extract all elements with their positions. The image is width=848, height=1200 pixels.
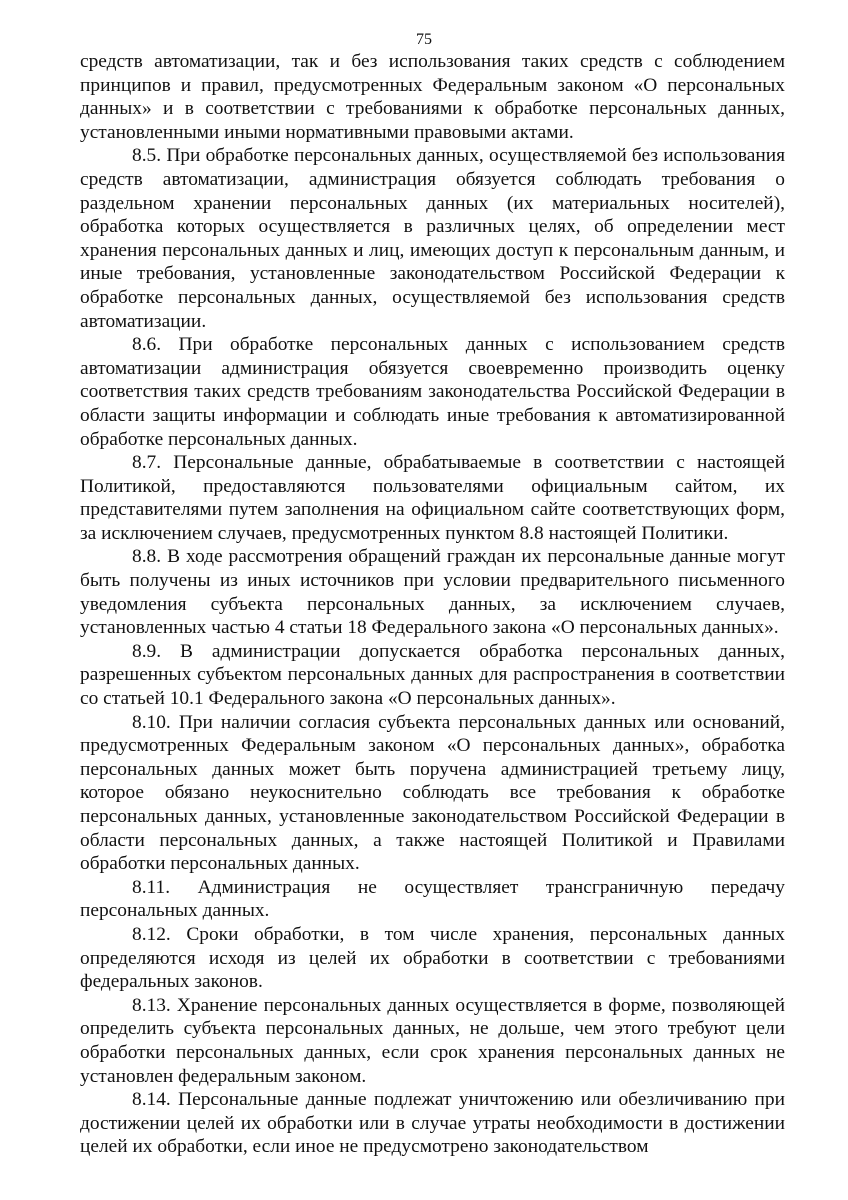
paragraph-number: 8.12. (132, 923, 171, 945)
paragraph-number: 8.11. (132, 876, 171, 898)
paragraph-number: 8.7. (132, 452, 162, 474)
paragraph-number: 8.8. (132, 546, 162, 568)
paragraph-number: 8.10. (132, 711, 171, 733)
paragraph-text: В администрации допускается обработка персональных данных, разрешенных субъектом персональных данных для распространения в соответствии со статьей 10.1 Федерального закона «О персональных данных». (80, 640, 785, 710)
paragraph-text: При обработке персональных данных, осуществляемой без использования средств автоматизации, администрация обязуется соблюдать требования о раздельном хранении персональных данных (их материальных носителей), обработка которых осуществляется в различных целях, об определении мест хранения персональных данных и лиц, имеющих доступ к персональным данным, и иные требования, установленные законодательством Российской Федерации к обработке персональных данных, осуществляемой без использования средств автоматизации. (80, 145, 785, 332)
paragraph-text: Персональные данные подлежат уничтожению или обезличиванию при достижении целей их обработки или в случае утраты необходимости в достижении целей их обработки, если иное не предусмотрено законодательством (80, 1089, 785, 1158)
document-body (80, 50, 785, 1159)
paragraph-8-13 (80, 994, 785, 1088)
paragraph-text: При обработке персональных данных с использованием средств автоматизации администрация обязуется своевременно производить оценку соответствия таких средств требованиям законодательства Российской Федерации в области защиты информации и соблюдать иные требования к автоматизированной обработке персональных данных. (80, 334, 785, 450)
paragraph-8-8 (80, 545, 785, 639)
paragraph-number: 8.5. (132, 145, 162, 167)
paragraph-8-6 (80, 333, 785, 451)
paragraph-8-14 (80, 1088, 785, 1159)
paragraph-8-10 (80, 711, 785, 876)
paragraph-text: Персональные данные, обрабатываемые в соответствии с настоящей Политикой, предоставляются пользователями официальным сайтом, их представителями путем заполнения на официальном сайте соответствующих форм, за исключением случаев, предусмотренных пунктом 8.8 настоящей Политики. (80, 452, 785, 544)
paragraph-number: 8.14. (132, 1089, 171, 1111)
paragraph-text: Хранение персональных данных осуществляется в форме, позволяющей определить субъекта персональных данных, не дольше, чем этого требуют цели обработки персональных данных, если срок хранения персональных данных не установлен федеральным законом. (80, 994, 785, 1087)
paragraph-number: 8.6. (132, 334, 162, 356)
paragraph-8-5 (80, 144, 785, 333)
paragraph-8-9 (80, 640, 785, 711)
paragraph-8-7 (80, 451, 785, 545)
paragraph-text: Сроки обработки, в том числе хранения, персональных данных определяются исходя из целей их обработки в соответствии с требованиями федеральных законов. (80, 923, 785, 993)
paragraph-number: 8.13. (132, 994, 171, 1016)
paragraph-text: Администрация не осуществляет трансграничную передачу персональных данных. (80, 876, 785, 922)
paragraph-text: средств автоматизации, так и без использования таких средств с соблюдением принципов и правил, предусмотренных Федеральным законом «О персональных данных» и в соответствии с требованиями к обработке персональных данных, установленными иными нормативными правовыми актами. (80, 51, 785, 143)
paragraph-number: 8.9. (132, 640, 162, 662)
paragraph-text: При наличии согласия субъекта персональных данных или оснований, предусмотренных Федеральным законом «О персональных данных», обработка персональных данных может быть поручена администрацией третьему лицу, которое обязано неукоснительно соблюдать все требования к обработке персональных данных, установленные законодательством Российской Федерации в области персональных данных, а также настоящей Политикой и Правилами обработки персональных данных. (80, 711, 785, 875)
paragraph-8-11 (80, 876, 785, 923)
paragraph-continuation (80, 50, 785, 144)
paragraph-text: В ходе рассмотрения обращений граждан их персональные данные могут быть получены из иных источников при условии предварительного письменного уведомления субъекта персональных данных, за исключением случаев, установленных частью 4 статьи 18 Федерального закона «О персональных данных». (80, 546, 785, 639)
paragraph-8-12 (80, 923, 785, 994)
page-number: 75 (416, 31, 432, 48)
